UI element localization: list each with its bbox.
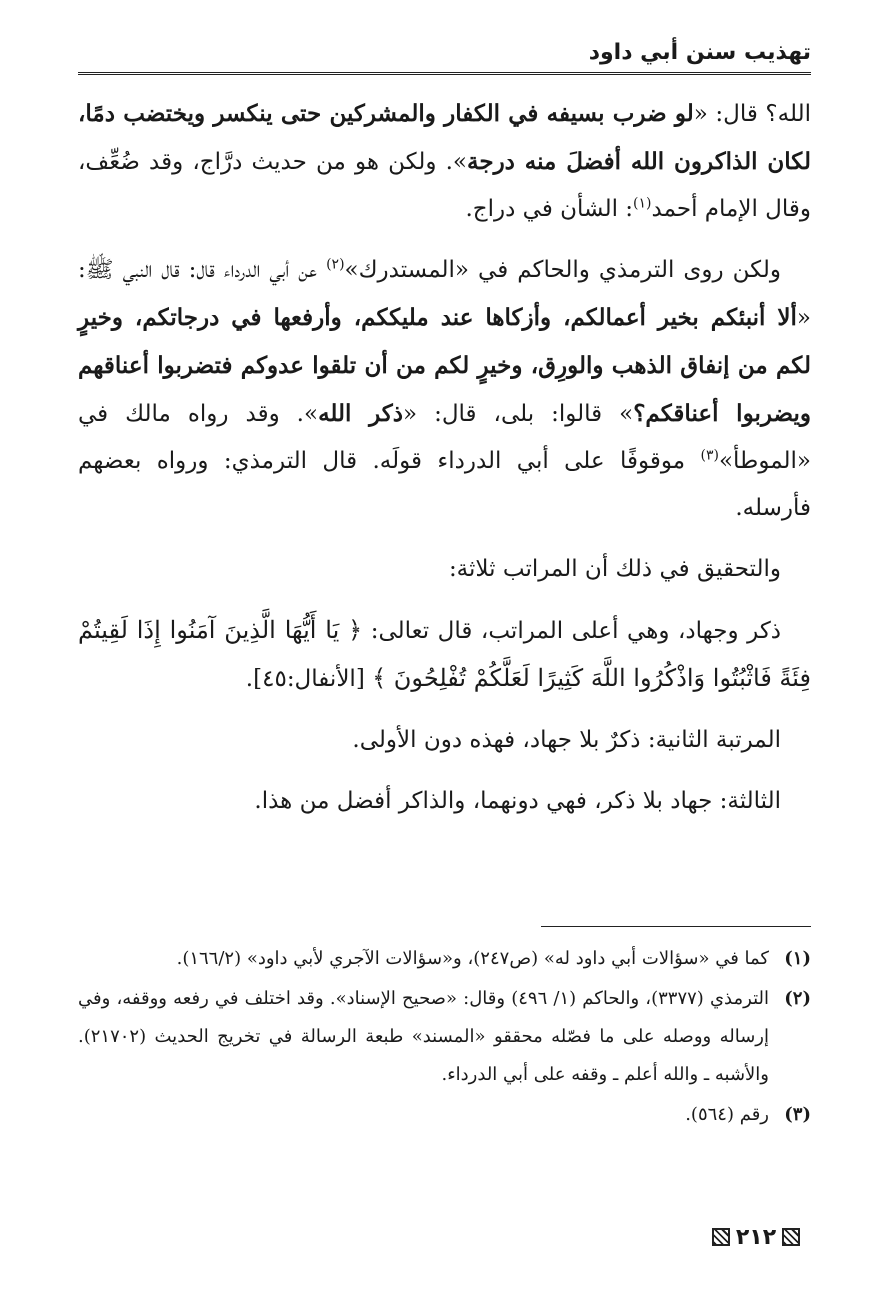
footnote-1: [78, 940, 811, 978]
book-title: تهذيب سنن أبي داود: [588, 40, 811, 65]
text: ذكر وجهاد، وهي أعلى المراتب، قال تعالى:: [362, 618, 782, 644]
footnote-ref-3: (٣): [700, 447, 719, 464]
text: : الشأن في دراج.: [465, 196, 634, 222]
text: عن أبي الدرداء قال: قال النبي ﷺ: «: [78, 257, 811, 331]
hadith-text: لو ضرب بسيفه في الكفار والمشركين حتى ينكسر ويختضب دمًا، لكان الذاكرون الله أفضلَ منه درجة: [78, 100, 811, 175]
page-footer: [700, 1222, 812, 1252]
hadith-text: ذكر الله: [318, 400, 403, 427]
paragraph-2: [78, 247, 811, 532]
footnote-text: الترمذي (٣٣٧٧)، والحاكم (١/ ٤٩٦) وقال: «صحيح الإسناد». وقد اختلف في رفعه ووقفه، وفي إرساله ووصله على ما فصّله محققو «المسند» طبعة الرسالة في تخريج الحديث (٢١٧٠٢). والأشبه ـ والله أعلم ـ وقفه على أبي الدرداء.: [78, 988, 769, 1085]
footnote-ref-2: (٢): [326, 256, 345, 273]
page-number: ٢١٢: [735, 1224, 777, 1250]
footnote-3: [78, 1096, 811, 1134]
text: » قالوا: بلى، قال: «: [403, 401, 634, 427]
footnote-ref-1: (١): [633, 195, 652, 212]
ornament-icon: [712, 1228, 730, 1246]
text: ». ولكن هو من حديث درَّاج، وقد ضُعِّف، وقال الإمام أحمد: [78, 149, 811, 222]
footnote-number: (٢): [784, 988, 811, 1009]
footnote-number: (١): [784, 948, 811, 969]
footnote-divider: [541, 926, 811, 927]
paragraph-1: [78, 90, 811, 233]
paragraph-4: [78, 607, 811, 703]
footnote-number: (٣): [784, 1104, 811, 1125]
text: الله؟ قال: «: [693, 101, 811, 127]
text: ولكن روى الترمذي والحاكم في «المستدرك»: [344, 257, 781, 283]
ornament-icon: [782, 1228, 800, 1246]
verse-citation: [الأنفال:٤٥].: [245, 666, 373, 692]
footnote-text: كما في «سؤالات أبي داود له» (ص٢٤٧)، و«سؤالات الآجري لأبي داود» (١٦٦/٢).: [176, 948, 769, 969]
paragraph-6: الثالثة: جهاد بلا ذكر، فهي دونهما، والذاكر أفضل من هذا.: [254, 788, 781, 814]
paragraph-3: والتحقيق في ذلك أن المراتب ثلاثة:: [448, 556, 781, 582]
running-header: [78, 38, 811, 75]
text: ». وقد رواه مالك في «الموطأ»: [78, 401, 811, 474]
hadith-text: ألا أنبئكم بخير أعمالكم، وأزكاها عند مليككم، وأرفعها في درجاتكم، وخيرٍ لكم من إنفاق الذهب والورِق، وخيرٍ لكم من أن تلقوا عدوكم فتضربوا أعناقهم ويضربوا أعناقكم؟: [78, 304, 811, 427]
footnotes: [78, 940, 811, 1136]
quran-verse: ﴿ يَا أَيُّهَا الَّذِينَ آمَنُوا إِذَا لَقِيتُمْ فِئَةً فَاثْبُتُوا وَاذْكُرُوا اللَّهَ كَثِيرًا لَعَلَّكُمْ تُفْلِحُونَ ﴾: [78, 616, 811, 692]
footnote-2: [78, 980, 811, 1094]
footnote-text: رقم (٥٦٤).: [685, 1104, 769, 1125]
text: موقوفًا على أبي الدرداء قولَه. قال الترمذي: ورواه بعضهم فأرسله.: [78, 448, 811, 521]
main-text: [78, 90, 811, 825]
paragraph-5: المرتبة الثانية: ذكرٌ بلا جهاد، فهذه دون الأولى.: [352, 727, 781, 753]
